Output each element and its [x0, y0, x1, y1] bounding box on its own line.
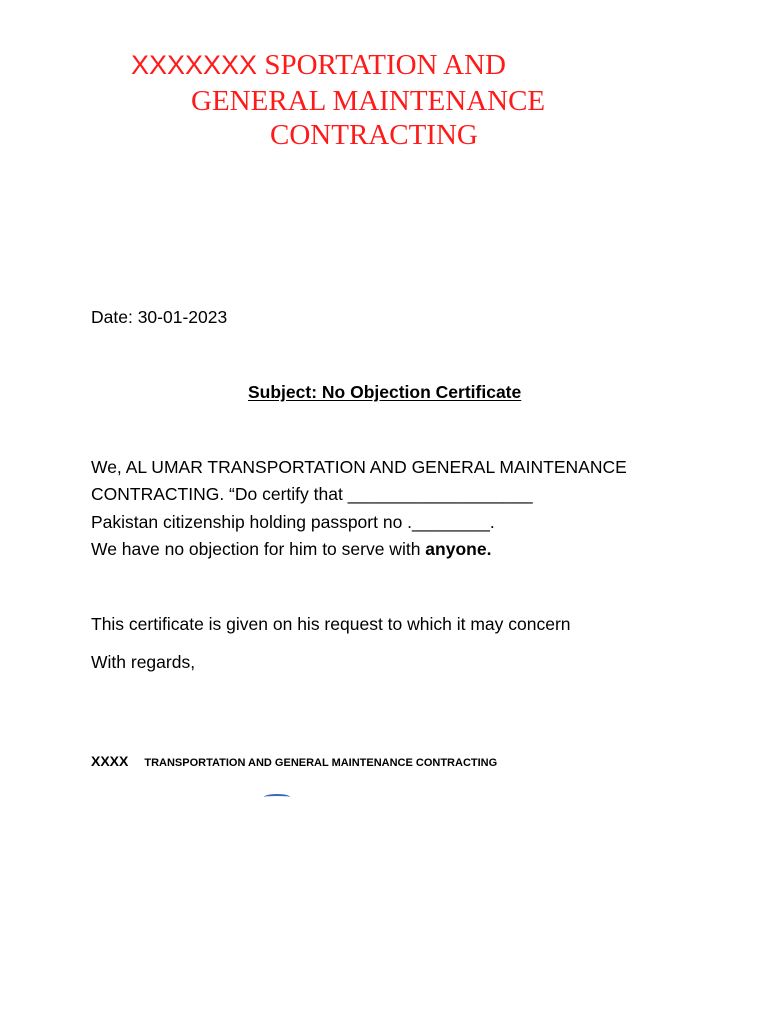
letterhead-line-2: GENERAL MAINTENANCE	[191, 85, 546, 117]
signature-stroke-mark	[264, 794, 290, 800]
certificate-statement: This certificate is given on his request to which it may concern	[91, 614, 571, 634]
letterhead-line-3: CONTRACTING	[270, 119, 478, 151]
body-line-4-text: We have no objection for him to serve with	[91, 539, 426, 559]
body-line-3: Pakistan citizenship holding passport no .________.	[91, 512, 495, 532]
letterhead-line-1-text: SPORTATION AND	[257, 49, 506, 81]
letterhead-redacted-prefix: XXXXXXX	[131, 50, 258, 80]
signature-redacted-prefix: XXXX	[91, 753, 129, 769]
body-line-4-bold: anyone.	[425, 539, 492, 559]
body-line-4	[91, 541, 491, 559]
signature-company-name: TRANSPORTATION AND GENERAL MAINTENANCE CONTRACTING	[144, 757, 498, 769]
signature-block	[91, 754, 497, 770]
letterhead-line-1	[131, 51, 506, 80]
body-line-2: CONTRACTING. “Do certify that ___________________	[91, 484, 533, 504]
body-line-1: We, AL UMAR TRANSPORTATION AND GENERAL MAINTENANCE	[91, 457, 627, 477]
closing-regards: With regards,	[91, 652, 196, 672]
letter-date: Date: 30-01-2023	[91, 307, 228, 327]
letter-subject: Subject: No Objection Certificate	[248, 382, 522, 402]
